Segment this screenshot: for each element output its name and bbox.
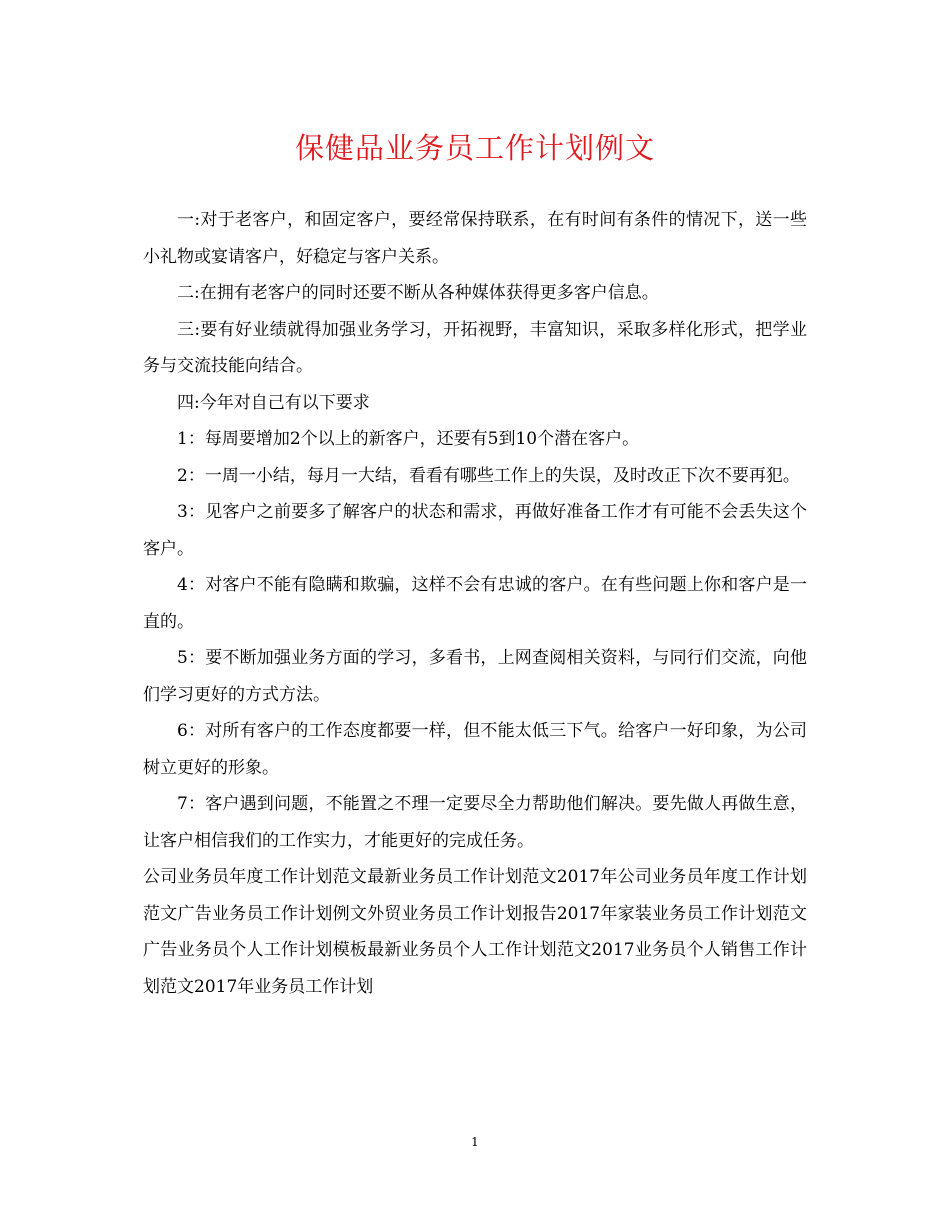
paragraph-2: 二:在拥有老客户的同时还要不断从各种媒体获得更多客户信息。: [177, 283, 659, 303]
paragraph-3: 三:要有好业绩就得加强业务学习，开拓视野，丰富知识，采取多样化形式，把学业务与交流技能向结合。: [143, 319, 807, 376]
document-title: 保健品业务员工作计划例文: [294, 131, 655, 165]
document-body: [143, 202, 807, 1005]
page-number: 1: [471, 1135, 479, 1149]
related-links: 公司业务员年度工作计划范文最新业务员工作计划范文2017年公司业务员年度工作计划范文广告业务员工作计划例文外贸业务员工作计划报告2017年家装业务员工作计划范文广告业务员个人工作计划模板最新业务员个人工作计划范文2017业务员个人销售工作计划范文2017年业务员工作计划: [143, 867, 807, 997]
requirement-2: 2：一周一小结，每月一大结，看看有哪些工作上的失误，及时改正下次不要再犯。: [177, 465, 800, 486]
requirement-5: 5：要不断加强业务方面的学习，多看书，上网查阅相关资料，与同行们交流，向他们学习更好的方式方法。: [143, 648, 807, 705]
paragraph-4: 四:今年对自己有以下要求: [177, 392, 370, 413]
requirement-3: 3：见客户之前要多了解客户的状态和需求，再做好准备工作才有可能不会丢失这个客户。: [143, 502, 807, 559]
requirement-7: 7：客户遇到问题，不能置之不理一定要尽全力帮助他们解决。要先做人再做生意，让客户相信我们的工作实力，才能更好的完成任务。: [143, 794, 807, 851]
requirement-1: 1：每周要增加2个以上的新客户，还要有5到10个潜在客户。: [177, 429, 640, 449]
requirement-6: 6：对所有客户的工作态度都要一样，但不能太低三下气。给客户一好印象，为公司树立更好的形象。: [143, 721, 807, 778]
requirement-4: 4：对客户不能有隐瞒和欺骗，这样不会有忠诚的客户。在有些问题上你和客户是一直的。: [143, 575, 807, 632]
paragraph-1: 一:对于老客户，和固定客户，要经常保持联系，在有时间有条件的情况下，送一些小礼物或宴请客户，好稳定与客户关系。: [143, 210, 807, 267]
